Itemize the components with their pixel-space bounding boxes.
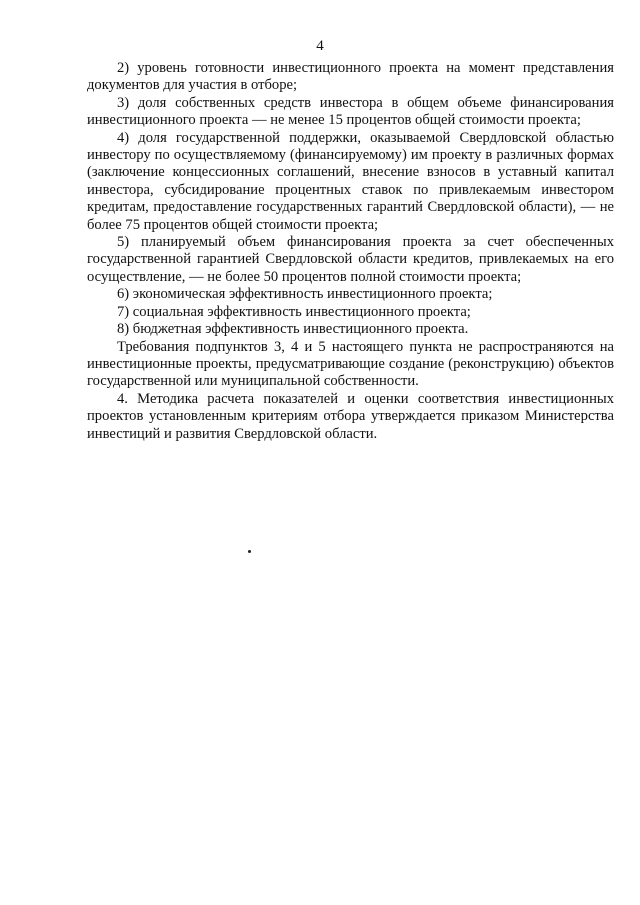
document-body [87, 60, 614, 443]
paragraph-requirements-note: Требования подпунктов 3, 4 и 5 настоящего пункта не распространяются на инвестиционные проекты, предусматривающие создание (реконструкцию) объектов государственной или муниципальной собственности. [87, 338, 614, 390]
paragraph-item-6: 6) экономическая эффективность инвестиционного проекта; [117, 286, 493, 303]
paragraph-item-3: 3) доля собственных средств инвестора в общем объеме финансирования инвестиционного проекта — не менее 15 процентов общей стоимости проекта; [87, 94, 614, 129]
paragraph-item-8: 8) бюджетная эффективность инвестиционного проекта. [117, 321, 469, 338]
page-number: 4 [316, 38, 324, 54]
paragraph-item-4: 4) доля государственной поддержки, оказываемой Свердловской областью инвестору по осуществляемому (финансируемому) им проекту в различных формах (заключение концессионных соглашений, внесение взносов в уставный капитал инвестора, субсидирование процентных ставок по привлекаемым инвестором кредитам, предоставление государственных гарантий Свердловской области), — не более 75 процентов общей стоимости проекта; [87, 129, 614, 233]
paragraph-item-2: 2) уровень готовности инвестиционного проекта на момент представления документов для участия в отборе; [87, 60, 614, 94]
paragraph-item-5: 5) планируемый объем финансирования проекта за счет обеспеченных государственной гарантией Свердловской области кредитов, привлекаемых на его осуществление, — не более 50 процентов полной стоимости проекта; [87, 234, 614, 285]
paragraph-item-7: 7) социальная эффективность инвестиционного проекта; [117, 303, 471, 320]
scan-speck [248, 550, 251, 553]
paragraph-clause-4: 4. Методика расчета показателей и оценки соответствия инвестиционных проектов установленным критериям отбора утверждается приказом Министерства инвестиций и развития Свердловской области. [87, 390, 614, 442]
